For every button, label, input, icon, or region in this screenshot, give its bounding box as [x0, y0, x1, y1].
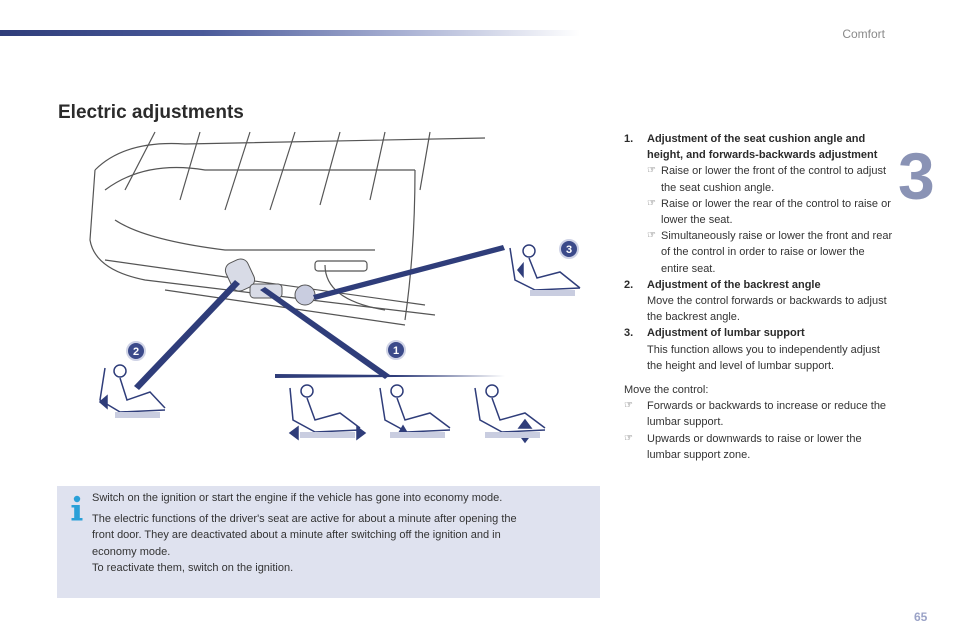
- seat-icon-backrest: [100, 365, 165, 418]
- arrow-bullet-icon: ☞: [624, 432, 633, 444]
- step: [647, 163, 894, 195]
- info-box: [57, 486, 600, 598]
- info-paragraph: The electric functions of the driver's seat are active for about a minute after opening the front door. They are deactivated about a minute after switching off the ignition and in economy mode.: [92, 513, 517, 558]
- seat-icon-cushion-angle: [380, 385, 450, 438]
- page-number: 65: [914, 610, 928, 624]
- seat-drawing: [90, 132, 485, 325]
- bullet-text: Upwards or downwards to raise or lower the lumbar support zone.: [647, 432, 862, 461]
- item-title: Adjustment of the backrest angle: [647, 278, 821, 291]
- seat-icon-cushion-slide: [290, 385, 365, 439]
- header-bar: [0, 30, 580, 36]
- callout-2: [127, 342, 145, 360]
- instructions: [624, 131, 894, 463]
- seat-controls: [223, 256, 315, 305]
- arrow-bullet-icon: ☞: [647, 230, 656, 242]
- callout-1-label: 1: [392, 345, 400, 357]
- bullet-text: Forwards or backwards to increase or reduce the lumbar support.: [647, 400, 887, 429]
- item-text: Move the control forwards or backwards to adjust the backrest angle.: [647, 295, 887, 324]
- callout-2-label: 2: [132, 346, 140, 358]
- item-1: [624, 131, 894, 277]
- chapter-number: 3: [898, 139, 935, 213]
- item-title: Adjustment of lumbar support: [647, 327, 805, 340]
- info-text: [92, 490, 532, 581]
- step-text: Raise or lower the rear of the control to raise or lower the seat.: [661, 197, 891, 227]
- bullet: [624, 398, 894, 430]
- item-number: 2.: [624, 278, 634, 291]
- item-number: 3.: [624, 327, 634, 340]
- item-3: [624, 325, 894, 374]
- pointer-lines: [134, 245, 505, 390]
- section-title: Comfort: [842, 27, 885, 41]
- move-intro: Move the control:: [624, 384, 709, 397]
- callout-3: [560, 240, 578, 258]
- arrow-bullet-icon: ☞: [647, 197, 656, 209]
- step-text: Simultaneously raise or lower the front and rear of the control in order to raise or lower the entire seat.: [661, 230, 893, 275]
- info-icon: [68, 493, 86, 523]
- seat-icon-cushion-height: [475, 385, 545, 442]
- step-text: Raise or lower the front of the control to adjust the seat cushion angle.: [661, 165, 887, 194]
- info-paragraph: To reactivate them, switch on the ignition.: [92, 561, 294, 574]
- arrow-bullet-icon: ☞: [624, 400, 633, 412]
- info-paragraph: Switch on the ignition or start the engine if the vehicle has gone into economy mode.: [92, 492, 503, 504]
- item-title: Adjustment of the seat cushion angle and height, and forwards-backwards adjustment: [647, 133, 878, 162]
- step: [647, 228, 894, 277]
- item-text: This function allows you to independently adjust the height and level of lumbar support.: [647, 343, 880, 372]
- step: [647, 196, 894, 228]
- item-number: 1.: [624, 133, 634, 145]
- callout-3-label: 3: [565, 244, 573, 256]
- arrow-bullet-icon: ☞: [647, 165, 656, 177]
- bullet: [624, 431, 894, 463]
- item-2: [624, 277, 894, 326]
- page-title: Electric adjustments: [58, 102, 244, 123]
- callout-1: [387, 341, 405, 359]
- seat-illustration: [85, 130, 605, 450]
